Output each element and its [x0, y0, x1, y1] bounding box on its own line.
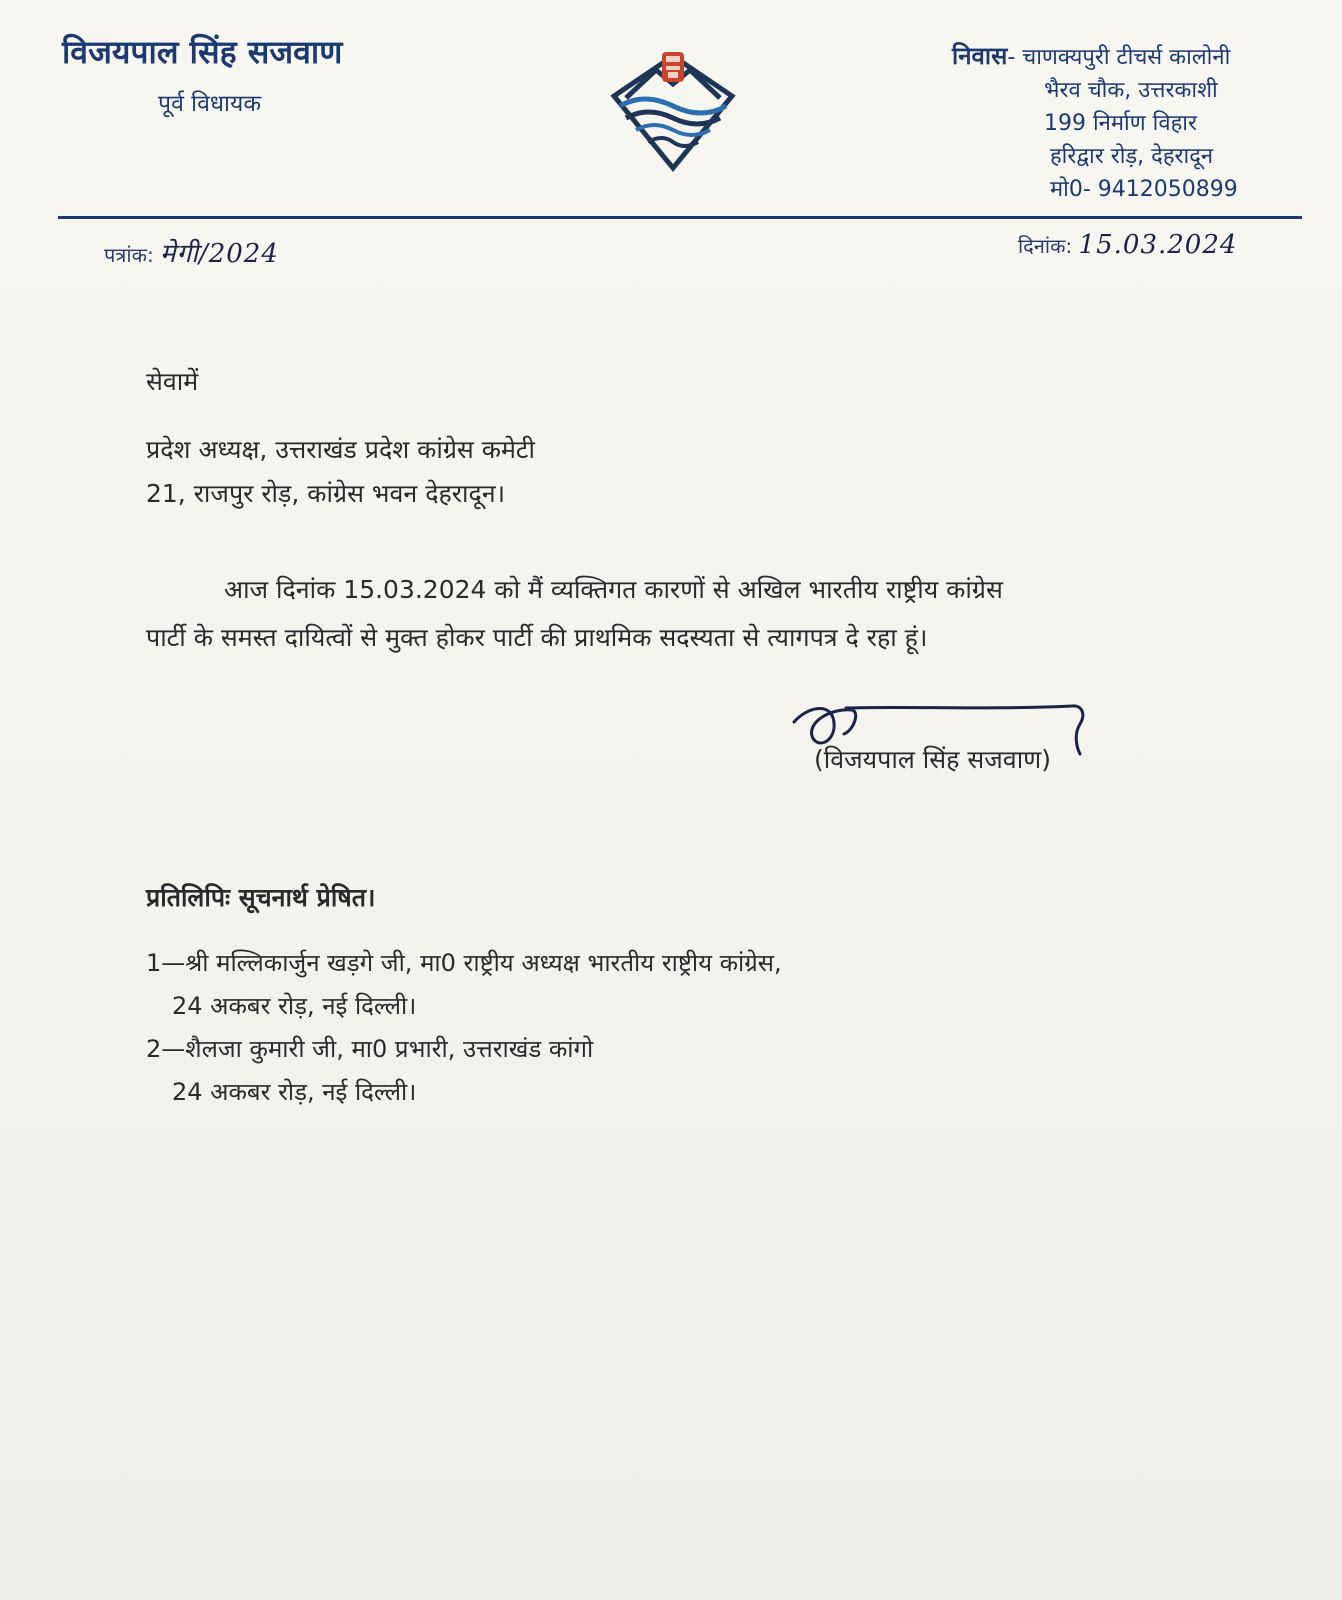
copy-to-heading: प्रतिलिपिः सूचनार्थ प्रेषित। [146, 883, 376, 912]
date-label: दिनांक: [1018, 234, 1073, 258]
letter-date [1018, 230, 1237, 260]
uttarakhand-emblem-icon [604, 44, 742, 174]
body-line-2: पार्टी के समस्त दायित्वों से मुक्त होकर पार्टी की प्राथमिक सदस्यता से त्यागपत्र दे रहा हूं। [146, 623, 928, 652]
copy-to-list [146, 942, 782, 1114]
phone-number: मो0- 9412050899 [1050, 177, 1238, 202]
recipient-line-2: 21, राजपुर रोड़, कांग्रेस भवन देहरादून। [146, 479, 506, 508]
address-line-3: 199 निर्माण विहार [1044, 111, 1197, 136]
sender-name: विजयपाल सिंह सजवाण [62, 33, 343, 71]
reference-value: मेगी/2024 [160, 239, 279, 269]
recipient-block [146, 428, 535, 516]
body-line-1: आज दिनांक 15.03.2024 को मैं व्यक्तिगत कारणों से अखिल भारतीय राष्ट्रीय कांग्रेस [224, 575, 1003, 604]
address-label: निवास [952, 42, 1008, 70]
address-line-1: - चाणक्यपुरी टीचर्स कालोनी [1007, 45, 1231, 70]
date-value: 15.03.2024 [1078, 230, 1238, 260]
residence-address [952, 40, 1238, 206]
copy-item-2-line-1: 2—शैलजा कुमारी जी, मा0 प्रभारी, उत्तराखंड कांगो [146, 1035, 594, 1063]
copy-item-1-line-2: 24 अकबर रोड़, नई दिल्ली। [172, 992, 417, 1020]
header-divider [58, 216, 1302, 219]
salutation: सेवामें [146, 367, 199, 396]
address-line-2: भैरव चौक, उत्तरकाशी [1044, 78, 1218, 103]
reference-number [104, 234, 279, 270]
letter-body [146, 566, 1206, 662]
recipient-line-1: प्रदेश अध्यक्ष, उत्तराखंड प्रदेश कांग्रेस कमेटी [146, 435, 536, 464]
sender-designation: पूर्व विधायक [158, 91, 262, 117]
copy-item-2-line-2: 24 अकबर रोड़, नई दिल्ली। [172, 1078, 417, 1106]
reference-label: पत्रांक: [104, 243, 154, 267]
address-line-4: हरिद्वार रोड़, देहरादून [1050, 144, 1214, 169]
signatory-name: (विजयपाल सिंह सजवाण) [814, 745, 1052, 774]
copy-item-1-line-1: 1—श्री मल्लिकार्जुन खड़गे जी, मा0 राष्ट्रीय अध्यक्ष भारतीय राष्ट्रीय कांग्रेस, [146, 949, 782, 977]
